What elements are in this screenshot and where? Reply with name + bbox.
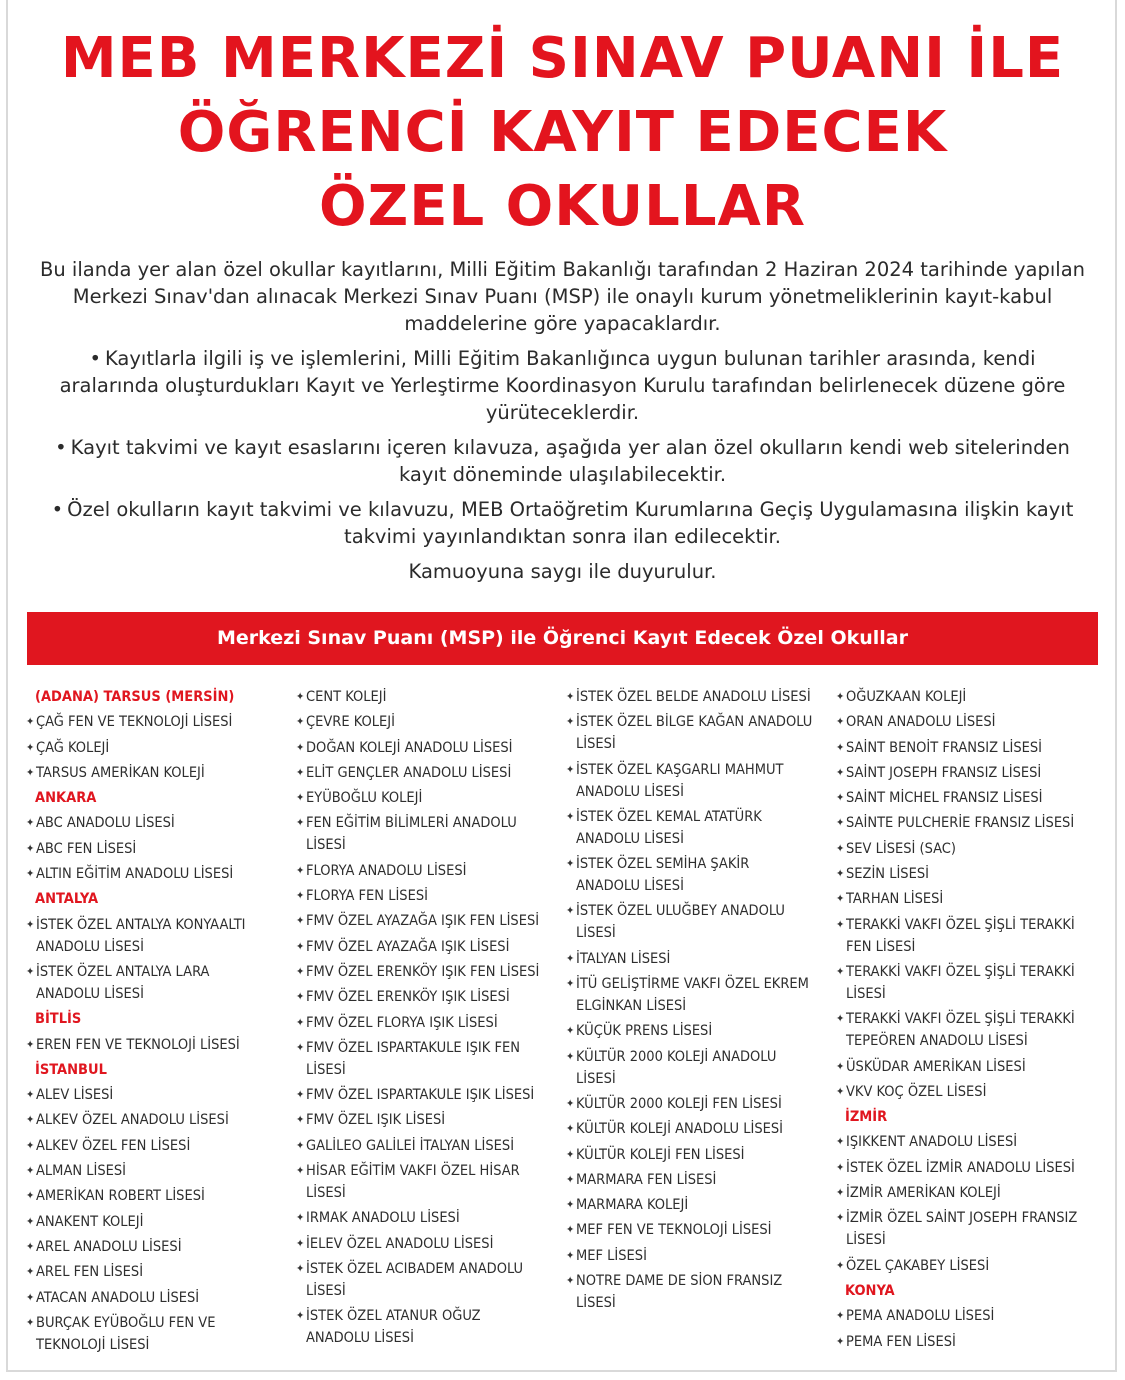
school-name: ÇEVRE KOLEJİ bbox=[306, 714, 395, 731]
school-name: IŞIKKENT ANADOLU LİSESİ bbox=[846, 1134, 1018, 1151]
bullet-icon: ✦ bbox=[26, 740, 35, 754]
school-list-item bbox=[566, 973, 830, 1017]
school-list-item bbox=[26, 1135, 281, 1157]
school-list-item bbox=[566, 1093, 830, 1115]
bullet-icon: ✦ bbox=[296, 816, 305, 830]
school-list-item bbox=[566, 1219, 830, 1241]
school-name: NOTRE DAME DE SİON FRANSIZ bbox=[576, 1273, 783, 1290]
city-heading: İZMİR bbox=[845, 1109, 888, 1126]
school-list-item bbox=[836, 1081, 1098, 1103]
school-name: İTÜ GELİŞTİRME VAKFI ÖZEL EKREM bbox=[576, 976, 809, 993]
school-name: ALKEV ÖZEL FEN LİSESİ bbox=[36, 1137, 191, 1154]
school-list-item bbox=[836, 1331, 1098, 1353]
school-list-item bbox=[566, 853, 830, 897]
bullet-icon: ✦ bbox=[836, 1309, 845, 1323]
school-column-2 bbox=[296, 686, 558, 1353]
bullet-icon: ✦ bbox=[566, 1172, 575, 1186]
school-name: İSTEK ÖZEL ACIBADEM ANADOLU bbox=[306, 1260, 524, 1277]
bullet-icon: ✦ bbox=[26, 1315, 35, 1329]
school-name: FMV ÖZEL AYAZAĞA IŞIK LİSESİ bbox=[306, 938, 510, 955]
bullet-icon: ✦ bbox=[836, 1334, 845, 1348]
bullet-icon: ✦ bbox=[26, 715, 35, 729]
intro-bullet-1-text: Kayıtlarla ilgili iş ve işlemlerini, Milli Eğitim Bakanlığınca uygun bulunan tarihler arasında, kendi aralarında oluşturdukları Kayıt ve Yerleştirme Koordinasyon Kurulu tarafından belirlenecek düzene göre yürüteceklerdir. bbox=[59, 347, 1066, 424]
bullet-icon: • bbox=[89, 347, 101, 370]
bullet-icon: ✦ bbox=[566, 1248, 575, 1262]
school-name: OĞUZKAAN KOLEJİ bbox=[846, 689, 967, 705]
school-name: İZMİR AMERİKAN KOLEJİ bbox=[846, 1185, 1001, 1202]
school-name: AREL ANADOLU LİSESİ bbox=[36, 1238, 182, 1255]
school-name: İSTEK ÖZEL ANTALYA KONYAALTI bbox=[36, 916, 246, 933]
intro-bullet-2-text: Kayıt takvimi ve kayıt esaslarını içeren kılavuza, aşağıda yer alan özel okulların kendi web sitelerinden kayıt döneminde ulaşılabilecektir. bbox=[70, 436, 1070, 486]
school-name: MEF LİSESİ bbox=[576, 1247, 647, 1264]
school-name: ANAKENT KOLEJİ bbox=[36, 1213, 144, 1230]
school-list-item bbox=[566, 1144, 830, 1166]
school-name: KÜLTÜR KOLEJİ FEN LİSESİ bbox=[576, 1146, 745, 1163]
school-name-continued: ANADOLU LİSESİ bbox=[306, 1330, 414, 1347]
city-heading: BİTLİS bbox=[35, 1011, 82, 1028]
school-name: İELEV ÖZEL ANADOLU LİSESİ bbox=[306, 1235, 494, 1252]
school-name: EREN FEN VE TEKNOLOJİ LİSESİ bbox=[36, 1036, 240, 1053]
school-column-1 bbox=[26, 686, 281, 1359]
school-name: PEMA ANADOLU LİSESİ bbox=[846, 1308, 995, 1325]
bullet-icon: ✦ bbox=[836, 765, 845, 779]
bullet-icon: ✦ bbox=[566, 690, 575, 703]
school-name: AMERİKAN ROBERT LİSESİ bbox=[36, 1188, 205, 1205]
school-list-item bbox=[836, 961, 1098, 1005]
school-name: İSTEK ÖZEL BİLGE KAĞAN ANADOLU bbox=[576, 714, 813, 731]
school-list-item bbox=[836, 1305, 1098, 1327]
school-name: KÜLTÜR 2000 KOLEJİ ANADOLU bbox=[576, 1048, 777, 1065]
school-name: MARMARA FEN LİSESİ bbox=[576, 1171, 717, 1188]
bullet-icon: ✦ bbox=[566, 1096, 575, 1110]
school-name: FLORYA FEN LİSESİ bbox=[306, 888, 428, 905]
school-name-continued: ELGİNKAN LİSESİ bbox=[576, 998, 687, 1015]
school-name: ÖZEL ÇAKABEY LİSESİ bbox=[846, 1257, 990, 1274]
bullet-icon: ✦ bbox=[836, 816, 845, 830]
school-name: MEF FEN VE TEKNOLOJİ LİSESİ bbox=[576, 1222, 772, 1239]
school-list-item bbox=[296, 1012, 558, 1034]
school-name: İSTEK ÖZEL KEMAL ATATÜRK bbox=[576, 808, 762, 825]
school-list-item bbox=[566, 759, 830, 803]
school-name: HİSAR EĞİTİM VAKFI ÖZEL HİSAR bbox=[306, 1163, 520, 1180]
school-list-item bbox=[566, 806, 830, 850]
city-heading: (ADANA) TARSUS (MERSİN) bbox=[35, 689, 235, 705]
title-line-3: ÖZEL OKULLAR bbox=[319, 174, 806, 239]
school-list-item bbox=[26, 1312, 281, 1356]
school-name: FMV ÖZEL ERENKÖY IŞIK FEN LİSESİ bbox=[306, 963, 540, 980]
bullet-icon: ✦ bbox=[26, 841, 35, 855]
school-list-item bbox=[836, 863, 1098, 885]
bullet-icon: ✦ bbox=[836, 917, 845, 931]
school-name: FMV ÖZEL ISPARTAKULE IŞIK FEN bbox=[306, 1039, 520, 1056]
school-name: ABC FEN LİSESİ bbox=[36, 840, 137, 857]
school-name: SAİNT MİCHEL FRANSIZ LİSESİ bbox=[846, 790, 1043, 807]
intro-bullet-2 bbox=[40, 434, 1085, 488]
school-list-item bbox=[26, 1084, 281, 1106]
school-list-item bbox=[296, 812, 558, 856]
bullet-icon: ✦ bbox=[566, 857, 575, 871]
bullet-icon: ✦ bbox=[26, 1088, 35, 1102]
school-name-continued: LİSESİ bbox=[306, 837, 346, 854]
school-name: İSTEK ÖZEL ANTALYA LARA bbox=[36, 963, 210, 980]
school-name-continued: LİSESİ bbox=[576, 925, 616, 942]
school-list-item bbox=[566, 1046, 830, 1090]
school-name: İSTEK ÖZEL KAŞGARLI MAHMUT bbox=[576, 761, 784, 778]
school-list-item bbox=[296, 1084, 558, 1106]
school-list-item bbox=[836, 914, 1098, 958]
school-list-item bbox=[566, 948, 830, 970]
bullet-icon: ✦ bbox=[836, 964, 845, 978]
bullet-icon: ✦ bbox=[566, 715, 575, 729]
bullet-icon: • bbox=[55, 436, 67, 459]
intro-bullet-3-text: Özel okulların kayıt takvimi ve kılavuzu, MEB Ortaöğretim Kurumlarına Geçiş Uygulamasına ilişkin kayıt takvimi yayınlandıktan sonra ilan edilecektir. bbox=[67, 498, 1074, 548]
bullet-icon: ✦ bbox=[566, 1049, 575, 1063]
bullet-icon: ✦ bbox=[26, 867, 35, 881]
school-name-continued: ANADOLU LİSESİ bbox=[576, 830, 684, 847]
school-list-item bbox=[836, 838, 1098, 860]
school-name-continued: ANADOLU LİSESİ bbox=[576, 878, 684, 895]
school-list-item bbox=[566, 1270, 830, 1314]
intro-bullet-1 bbox=[40, 345, 1085, 426]
school-name: ÇAĞ FEN VE TEKNOLOJİ LİSESİ bbox=[36, 714, 233, 731]
intro-text bbox=[40, 256, 1085, 593]
school-name-continued: LİSESİ bbox=[576, 1070, 616, 1087]
bullet-icon: ✦ bbox=[836, 1059, 845, 1073]
school-list-item bbox=[296, 1135, 558, 1157]
bullet-icon: ✦ bbox=[566, 762, 575, 776]
school-list-item bbox=[296, 762, 558, 784]
school-list-item bbox=[836, 888, 1098, 910]
city-heading: KONYA bbox=[845, 1282, 895, 1299]
school-list-item bbox=[296, 986, 558, 1008]
school-list-item bbox=[296, 711, 558, 733]
school-column-4 bbox=[836, 686, 1098, 1356]
school-name: İSTEK ÖZEL SEMİHA ŞAKİR bbox=[576, 856, 750, 873]
school-name-continued: LİSESİ bbox=[306, 1282, 346, 1299]
school-name: İSTEK ÖZEL ULUĞBEY ANADOLU bbox=[576, 903, 785, 920]
school-list-item bbox=[26, 863, 281, 885]
bullet-icon: ✦ bbox=[566, 1147, 575, 1161]
school-name: FMV ÖZEL ERENKÖY IŞIK LİSESİ bbox=[306, 989, 510, 1006]
school-list-item bbox=[296, 686, 558, 708]
school-name: DOĞAN KOLEJİ ANADOLU LİSESİ bbox=[306, 739, 513, 756]
school-list-item bbox=[296, 910, 558, 932]
school-name: TERAKKİ VAKFI ÖZEL ŞİŞLİ TERAKKİ bbox=[846, 1011, 1075, 1028]
school-name: ALTIN EĞİTİM ANADOLU LİSESİ bbox=[36, 866, 234, 883]
school-name: İTALYAN LİSESİ bbox=[576, 950, 671, 967]
school-name: EYÜBOĞLU KOLEJİ bbox=[306, 790, 423, 807]
school-name: ELİT GENÇLER ANADOLU LİSESİ bbox=[306, 764, 512, 781]
school-list-item bbox=[836, 762, 1098, 784]
bullet-icon: ✦ bbox=[296, 1261, 305, 1275]
bullet-icon: ✦ bbox=[26, 1037, 35, 1051]
bullet-icon: ✦ bbox=[836, 715, 845, 729]
bullet-icon: ✦ bbox=[296, 1309, 305, 1323]
school-name: KÜLTÜR KOLEJİ ANADOLU LİSESİ bbox=[576, 1121, 783, 1138]
bullet-icon: ✦ bbox=[836, 1084, 845, 1098]
school-list-item bbox=[566, 1245, 830, 1267]
bullet-icon: ✦ bbox=[836, 841, 845, 855]
bullet-icon: ✦ bbox=[566, 951, 575, 965]
school-list-item bbox=[836, 1255, 1098, 1277]
bullet-icon: ✦ bbox=[296, 765, 305, 779]
bullet-icon: ✦ bbox=[26, 1113, 35, 1127]
bullet-icon: ✦ bbox=[566, 809, 575, 823]
school-name: TARSUS AMERİKAN KOLEJİ bbox=[36, 764, 205, 781]
school-name: SEV LİSESİ (SAC) bbox=[846, 840, 957, 857]
bullet-icon: ✦ bbox=[26, 1239, 35, 1253]
bullet-icon: ✦ bbox=[296, 1236, 305, 1250]
bullet-icon: ✦ bbox=[296, 791, 305, 805]
school-list-item bbox=[836, 787, 1098, 809]
school-name: ALKEV ÖZEL ANADOLU LİSESİ bbox=[36, 1112, 229, 1129]
bullet-icon: ✦ bbox=[296, 1088, 305, 1102]
bullet-icon: ✦ bbox=[26, 816, 35, 830]
school-name: KÜÇÜK PRENS LİSESİ bbox=[576, 1023, 713, 1040]
school-name: FMV ÖZEL AYAZAĞA IŞIK FEN LİSESİ bbox=[306, 913, 540, 930]
school-list-item bbox=[296, 1037, 558, 1081]
school-list-item bbox=[26, 1185, 281, 1207]
school-list-item bbox=[836, 711, 1098, 733]
bullet-icon: ✦ bbox=[296, 939, 305, 953]
school-name: ALEV LİSESİ bbox=[36, 1087, 114, 1104]
school-name: İZMİR ÖZEL SAİNT JOSEPH FRANSIZ bbox=[846, 1210, 1078, 1227]
school-name: SAİNT BENOİT FRANSIZ LİSESİ bbox=[846, 739, 1042, 756]
bullet-icon: ✦ bbox=[566, 1274, 575, 1288]
bullet-icon: ✦ bbox=[26, 1189, 35, 1203]
title-line-1: MEB MERKEZİ SINAV PUANI İLE bbox=[60, 26, 1065, 91]
school-list-item bbox=[836, 1207, 1098, 1251]
school-name-continued: ANADOLU LİSESİ bbox=[36, 985, 144, 1002]
bullet-icon: ✦ bbox=[836, 1258, 845, 1272]
school-list-item bbox=[26, 1287, 281, 1309]
school-name-continued: LİSESİ bbox=[576, 736, 616, 753]
bullet-icon: ✦ bbox=[566, 1198, 575, 1212]
school-column-3 bbox=[566, 686, 830, 1317]
school-list-item bbox=[296, 961, 558, 983]
school-list-item bbox=[836, 1008, 1098, 1052]
school-list-item bbox=[296, 1305, 558, 1349]
bullet-icon: ✦ bbox=[296, 863, 305, 877]
bullet-icon: ✦ bbox=[26, 1214, 35, 1228]
school-name: İSTEK ÖZEL BELDE ANADOLU LİSESİ bbox=[576, 689, 811, 705]
school-list-item bbox=[26, 737, 281, 759]
school-name: FMV ÖZEL FLORYA IŞIK LİSESİ bbox=[306, 1014, 498, 1031]
page-title bbox=[0, 22, 1125, 244]
bullet-icon: ✦ bbox=[296, 964, 305, 978]
school-name: FMV ÖZEL IŞIK LİSESİ bbox=[306, 1112, 446, 1129]
bullet-icon: ✦ bbox=[26, 765, 35, 779]
closing-text: Kamuoyuna saygı ile duyurulur. bbox=[408, 560, 717, 583]
intro-paragraph: Bu ilanda yer alan özel okullar kayıtlarını, Milli Eğitim Bakanlığı tarafından 2 Haziran 2024 tarihinde yapılan Merkezi Sınav'dan alınacak Merkezi Sınav Puanı (MSP) ile onaylı kurum yönetmeliklerinin kayıt-kabul maddelerine göre yapacaklardır. bbox=[40, 258, 1086, 335]
school-name: CENT KOLEJİ bbox=[306, 689, 387, 705]
bullet-icon: ✦ bbox=[296, 715, 305, 729]
school-name: AREL FEN LİSESİ bbox=[36, 1264, 144, 1281]
bullet-icon: ✦ bbox=[836, 1160, 845, 1174]
title-line-2: ÖĞRENCİ KAYIT EDECEK bbox=[177, 100, 948, 165]
school-list-item bbox=[296, 787, 558, 809]
school-name: ÇAĞ KOLEJİ bbox=[36, 739, 110, 756]
school-name-continued: LİSESİ bbox=[306, 1185, 346, 1202]
school-name: MARMARA KOLEJİ bbox=[576, 1197, 689, 1214]
city-heading: ANTALYA bbox=[35, 891, 99, 908]
school-name-continued: LİSESİ bbox=[846, 985, 886, 1002]
school-name: ATACAN ANADOLU LİSESİ bbox=[36, 1289, 200, 1306]
schools-banner: Merkezi Sınav Puanı (MSP) ile Öğrenci Kayıt Edecek Özel Okullar bbox=[27, 612, 1098, 665]
school-name-continued: FEN LİSESİ bbox=[846, 938, 916, 955]
bullet-icon: ✦ bbox=[26, 917, 35, 931]
school-list-item bbox=[26, 1160, 281, 1182]
school-name-continued: TEPEÖREN ANADOLU LİSESİ bbox=[846, 1033, 1028, 1050]
bullet-icon: ✦ bbox=[296, 990, 305, 1004]
school-list-item bbox=[566, 1020, 830, 1042]
school-list-item bbox=[836, 1056, 1098, 1078]
school-list-item bbox=[836, 737, 1098, 759]
bullet-icon: ✦ bbox=[836, 867, 845, 881]
school-name: İSTEK ÖZEL ATANUR OĞUZ bbox=[306, 1308, 481, 1325]
school-name: SAİNTE PULCHERİE FRANSIZ LİSESİ bbox=[846, 815, 1075, 832]
school-list-item bbox=[836, 1131, 1098, 1153]
bullet-icon: ✦ bbox=[26, 1290, 35, 1304]
bullet-icon: ✦ bbox=[566, 1122, 575, 1136]
bullet-icon: ✦ bbox=[296, 740, 305, 754]
bullet-icon: ✦ bbox=[296, 889, 305, 903]
school-name: GALİLEO GALİLEİ İTALYAN LİSESİ bbox=[306, 1137, 515, 1154]
school-list-item bbox=[296, 737, 558, 759]
school-name: FMV ÖZEL ISPARTAKULE IŞIK LİSESİ bbox=[306, 1087, 535, 1104]
school-list-item bbox=[836, 1182, 1098, 1204]
school-list-item bbox=[296, 1258, 558, 1302]
school-name: VKV KOÇ ÖZEL LİSESİ bbox=[846, 1083, 987, 1100]
school-list-item bbox=[26, 762, 281, 784]
school-name: SAİNT JOSEPH FRANSIZ LİSESİ bbox=[846, 764, 1042, 781]
school-name-continued: ANADOLU LİSESİ bbox=[576, 783, 684, 800]
school-name-continued: LİSESİ bbox=[576, 1295, 616, 1312]
school-name: KÜLTÜR 2000 KOLEJİ FEN LİSESİ bbox=[576, 1095, 782, 1112]
school-list-item bbox=[296, 885, 558, 907]
school-list-item bbox=[566, 711, 830, 755]
school-name: IRMAK ANADOLU LİSESİ bbox=[306, 1210, 460, 1227]
school-list-item bbox=[296, 860, 558, 882]
school-list-item bbox=[566, 686, 830, 708]
school-list-item bbox=[836, 812, 1098, 834]
school-name-continued: LİSESİ bbox=[306, 1061, 346, 1078]
bullet-icon: ✦ bbox=[26, 1164, 35, 1178]
school-list-item bbox=[26, 914, 281, 958]
bullet-icon: ✦ bbox=[26, 1265, 35, 1279]
school-name: ALMAN LİSESİ bbox=[36, 1163, 127, 1180]
school-list-item bbox=[566, 1169, 830, 1191]
school-list-item bbox=[566, 1118, 830, 1140]
school-list-item bbox=[26, 1109, 281, 1131]
bullet-icon: ✦ bbox=[836, 1211, 845, 1225]
bullet-icon: ✦ bbox=[836, 1012, 845, 1026]
school-list-item bbox=[26, 1034, 281, 1056]
school-list-item bbox=[296, 1109, 558, 1131]
school-list-item bbox=[296, 1160, 558, 1204]
school-name: TERAKKİ VAKFI ÖZEL ŞİŞLİ TERAKKİ bbox=[846, 963, 1075, 980]
bullet-icon: ✦ bbox=[296, 1040, 305, 1054]
school-name: FEN EĞİTİM BİLİMLERİ ANADOLU bbox=[306, 815, 517, 832]
school-list-item bbox=[26, 711, 281, 733]
school-list-item bbox=[26, 812, 281, 834]
bullet-icon: ✦ bbox=[836, 1186, 845, 1200]
bullet-icon: ✦ bbox=[566, 904, 575, 918]
school-name: TARHAN LİSESİ bbox=[846, 891, 944, 908]
school-name-continued: ANADOLU LİSESİ bbox=[36, 938, 144, 955]
school-list-item bbox=[296, 1233, 558, 1255]
bullet-icon: ✦ bbox=[836, 740, 845, 754]
school-name: ABC ANADOLU LİSESİ bbox=[36, 815, 175, 832]
school-name: FLORYA ANADOLU LİSESİ bbox=[306, 862, 467, 879]
bullet-icon: ✦ bbox=[296, 1211, 305, 1225]
school-name: SEZİN LİSESİ bbox=[846, 866, 929, 883]
bullet-icon: ✦ bbox=[836, 690, 845, 703]
bullet-icon: ✦ bbox=[836, 1135, 845, 1149]
school-name: PEMA FEN LİSESİ bbox=[846, 1333, 956, 1350]
school-name: ÜSKÜDAR AMERİKAN LİSESİ bbox=[846, 1058, 1026, 1075]
intro-bullet-3 bbox=[40, 496, 1085, 550]
city-heading: İSTANBUL bbox=[35, 1061, 107, 1078]
bullet-icon: ✦ bbox=[26, 1138, 35, 1152]
school-list-item bbox=[26, 1236, 281, 1258]
bullet-icon: ✦ bbox=[566, 1024, 575, 1038]
bullet-icon: ✦ bbox=[296, 1138, 305, 1152]
bullet-icon: ✦ bbox=[296, 914, 305, 928]
bullet-icon: ✦ bbox=[296, 1015, 305, 1029]
bullet-icon: ✦ bbox=[836, 791, 845, 805]
school-name-continued: LİSESİ bbox=[846, 1232, 886, 1249]
school-list-item bbox=[566, 900, 830, 944]
bullet-icon: ✦ bbox=[566, 1223, 575, 1237]
bullet-icon: ✦ bbox=[566, 977, 575, 991]
school-name: ORAN ANADOLU LİSESİ bbox=[846, 714, 996, 731]
bullet-icon: • bbox=[51, 498, 64, 521]
school-name: TERAKKİ VAKFI ÖZEL ŞİŞLİ TERAKKİ bbox=[846, 916, 1075, 933]
school-list-item bbox=[566, 1194, 830, 1216]
bullet-icon: ✦ bbox=[296, 690, 305, 703]
bullet-icon: ✦ bbox=[836, 892, 845, 906]
school-list-item bbox=[26, 1211, 281, 1233]
bullet-icon: ✦ bbox=[296, 1113, 305, 1127]
city-heading: ANKARA bbox=[35, 790, 97, 807]
school-name: BURÇAK EYÜBOĞLU FEN VE bbox=[36, 1314, 216, 1331]
bullet-icon: ✦ bbox=[296, 1164, 305, 1178]
school-list-item bbox=[836, 686, 1098, 708]
school-list-item bbox=[296, 936, 558, 958]
school-list-item bbox=[296, 1207, 558, 1229]
school-name: İSTEK ÖZEL İZMİR ANADOLU LİSESİ bbox=[846, 1159, 1075, 1176]
school-list-item bbox=[26, 961, 281, 1005]
school-name-continued: TEKNOLOJİ LİSESİ bbox=[36, 1336, 150, 1353]
bullet-icon: ✦ bbox=[26, 964, 35, 978]
school-list-item bbox=[26, 1261, 281, 1283]
school-list-item bbox=[836, 1157, 1098, 1179]
school-list-item bbox=[26, 838, 281, 860]
